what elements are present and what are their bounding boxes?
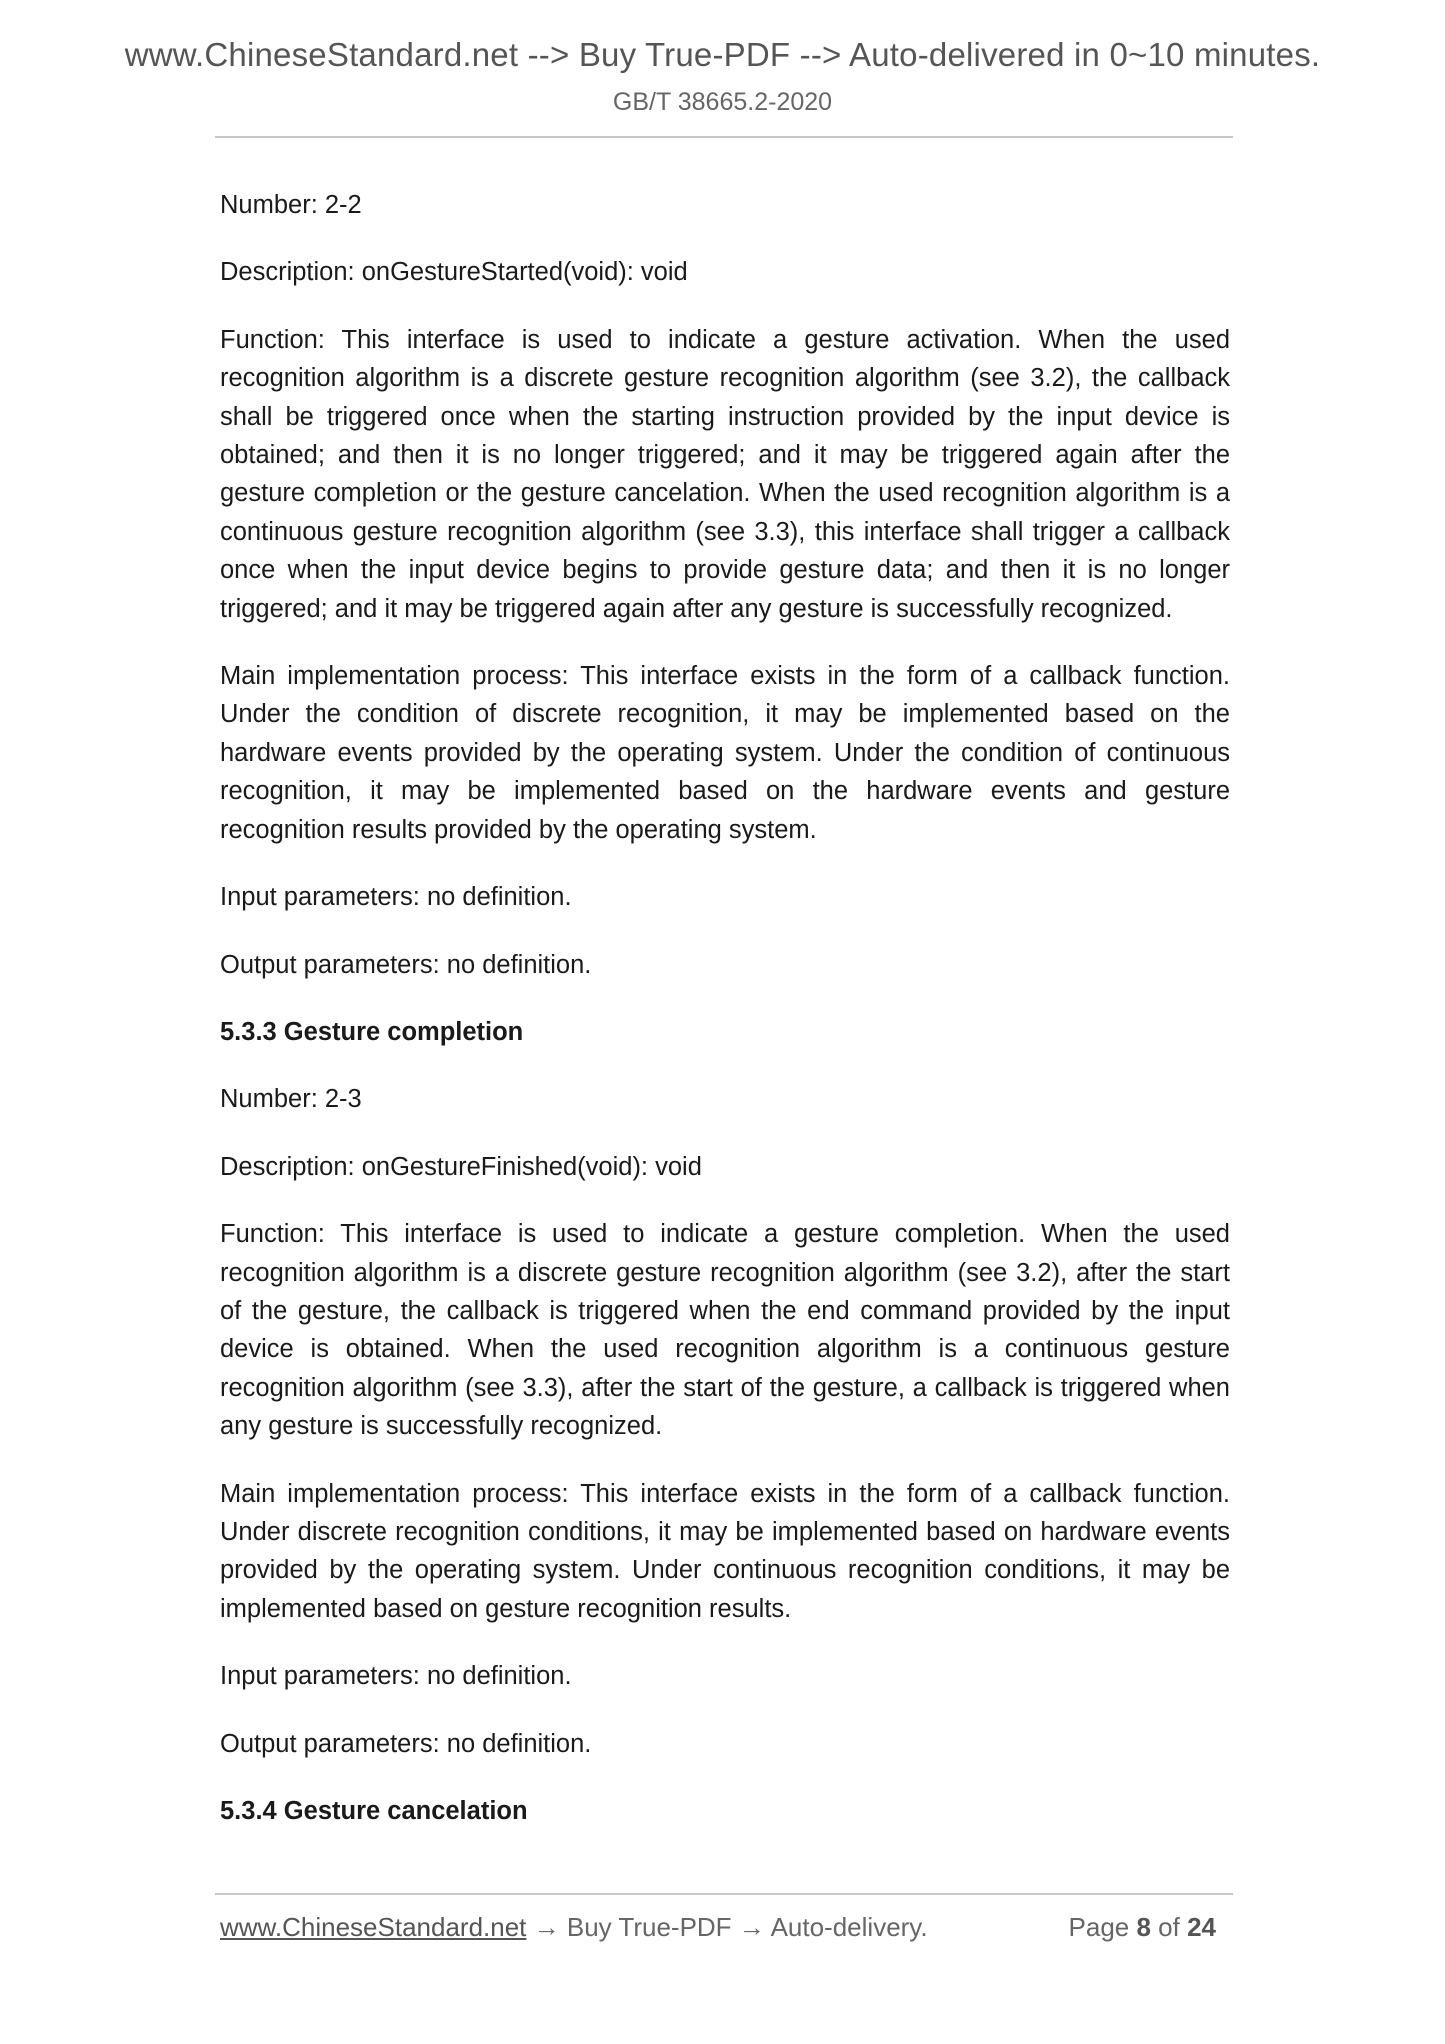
page-total: 24 <box>1187 1912 1216 1942</box>
interface-input-parameters: Input parameters: no definition. <box>220 1662 572 1691</box>
section-heading-gesture-cancelation: 5.3.4 Gesture cancelation <box>220 1797 528 1825</box>
page-footer <box>220 1912 1230 1943</box>
page-content <box>220 186 1230 1859</box>
interface-number: Number: 2-2 <box>220 191 362 219</box>
footer-site-link[interactable]: www.ChineseStandard.net <box>220 1912 527 1942</box>
interface-description: Description: onGestureStarted(void): void <box>220 258 688 287</box>
interface-function: Function: This interface is used to indicate a gesture activation. When the used recognition algorithm is a discrete gesture recognition algorithm (see 3.2), the callback shall be triggered once when the starting instruction provided by the input device is obtained; and then it is no longer triggered; and it may be triggered again after the gesture completion or the gesture cancelation. When the used recognition algorithm is a continuous gesture recognition algorithm (see 3.3), this interface shall trigger a callback once when the input device begins to provide gesture data; and then it is no longer triggered; and it may be triggered again after any gesture is successfully recognized. <box>220 325 1230 623</box>
header-banner: www.ChineseStandard.net --> Buy True-PDF --> Auto-delivered in 0~10 minutes. <box>124 36 1321 73</box>
header-divider <box>215 136 1233 138</box>
interface-function: Function: This interface is used to indicate a gesture completion. When the used recognition algorithm is a discrete gesture recognition algorithm (see 3.2), after the start of the gesture, the callback is triggered when the end command provided by the input device is obtained. When the used recognition algorithm is a continuous gesture recognition algorithm (see 3.3), after the start of the gesture, a callback is triggered when any gesture is successfully recognized. <box>220 1220 1230 1441</box>
document-code: GB/T 38665.2-2020 <box>612 88 833 116</box>
page-label: Page <box>1068 1912 1137 1942</box>
page-current: 8 <box>1136 1912 1151 1942</box>
interface-implementation: Main implementation process: This interface exists in the form of a callback function. Under the condition of discrete recognition, it may be implemented based on the hardware events provided by the operating system. Under the condition of continuous recognition, it may be implemented based on the hardware events and gesture recognition results provided by the operating system. <box>220 662 1230 844</box>
interface-description: Description: onGestureFinished(void): void <box>220 1152 702 1181</box>
interface-input-parameters: Input parameters: no definition. <box>220 883 572 912</box>
interface-output-parameters: Output parameters: no definition. <box>220 950 592 979</box>
page-of: of <box>1150 1912 1188 1942</box>
interface-implementation: Main implementation process: This interface exists in the form of a callback function. Under discrete recognition conditions, it may be implemented based on hardware events provided by the operating system. Under continuous recognition conditions, it may be implemented based on gesture recognition results. <box>220 1479 1230 1623</box>
page-indicator <box>1069 1912 1216 1943</box>
interface-number: Number: 2-3 <box>220 1085 362 1114</box>
interface-output-parameters: Output parameters: no definition. <box>220 1729 592 1758</box>
footer-tagline: → Buy True-PDF → Auto-delivery. <box>526 1912 928 1942</box>
footer-divider <box>215 1893 1233 1895</box>
section-heading-gesture-completion: 5.3.3 Gesture completion <box>220 1017 524 1046</box>
